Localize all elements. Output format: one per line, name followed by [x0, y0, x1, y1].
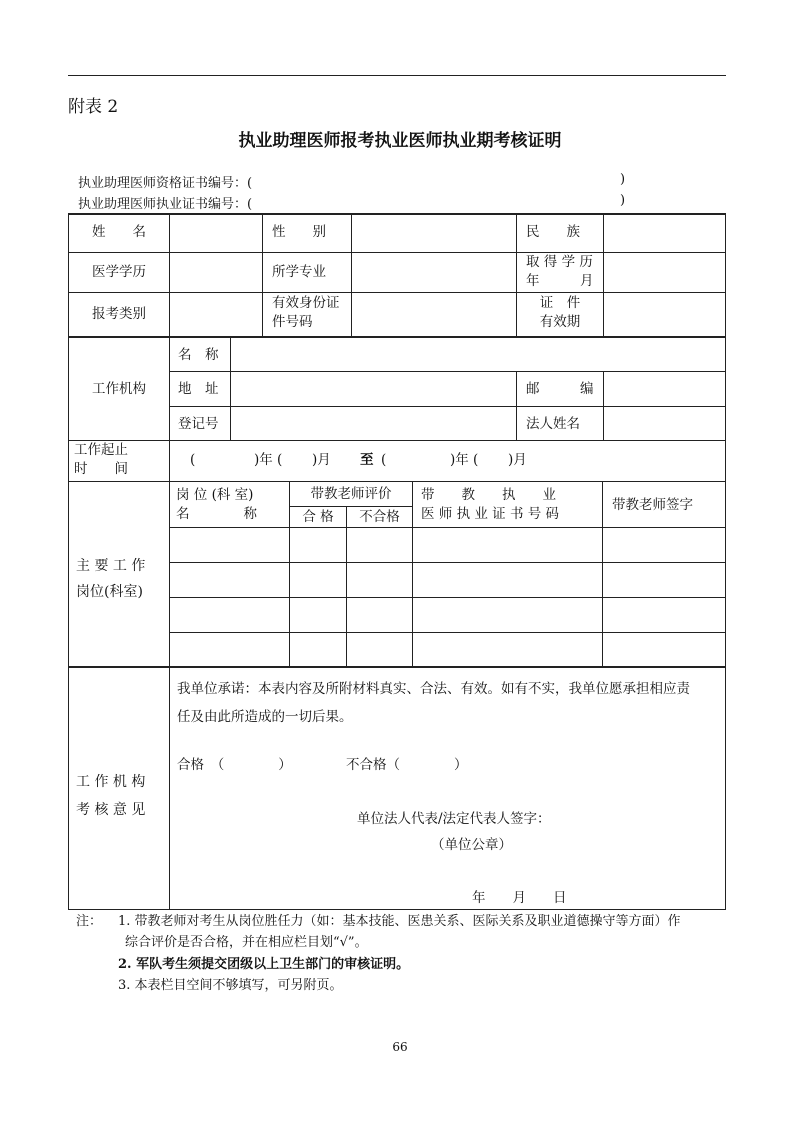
label-id-number-line1: 有效身份证 [272, 295, 340, 311]
label-teacher-cert-line2: 医 师 执 业 证 书 号 码 [421, 506, 560, 522]
fail-choice: 不合格（ ） [346, 757, 468, 773]
label-work-period [74, 441, 128, 479]
period-open-2: ( [381, 452, 387, 468]
label-org-name: 名 称 [178, 347, 219, 363]
practice-cert-label: 执业助理医师执业证书编号：( [78, 197, 253, 212]
label-teacher-cert-line1: 带 教 执 业 [421, 487, 556, 503]
label-name: 姓 名 [92, 224, 146, 240]
label-post-name-line1: 岗 位 (科 室) [176, 487, 254, 503]
note-1b: 综合评价是否合格，并在相应栏目划“√”。 [125, 935, 368, 950]
label-exam-type: 报考类别 [92, 306, 146, 322]
label-review [76, 768, 145, 824]
period-month-2: )月 [508, 452, 527, 468]
unit-seal: （单位公章） [431, 837, 512, 853]
top-rule [68, 75, 726, 76]
label-degree: 医学学历 [92, 264, 146, 280]
practice-cert-line [78, 193, 252, 212]
notes-label: 注： [76, 914, 103, 929]
period-to: 至 [360, 452, 374, 468]
label-main-post-line2: 岗位(科室) [76, 584, 143, 600]
note-1a: 1. 带教老师对考生从岗位胜任力（如：基本技能、医患关系、医际关系及职业道德操守等方面）作 [118, 914, 681, 929]
period-month-1: )月 [312, 452, 331, 468]
label-id-number-line2: 件号码 [272, 314, 313, 330]
label-ethnicity: 民 族 [526, 224, 580, 240]
period-open-1: ( [190, 452, 196, 468]
label-work-period-line1: 工作起止 [74, 442, 128, 458]
label-work-period-line2: 时 间 [74, 461, 128, 477]
label-org-address: 地 址 [178, 381, 219, 397]
promise-text [177, 675, 690, 731]
promise-line2: 任及由此所造成的一切后果。 [177, 709, 353, 725]
period-year-1: )年 ( [254, 452, 283, 468]
label-teacher-cert [421, 486, 559, 524]
practice-cert-close: ) [620, 193, 626, 208]
appendix-label: 附表 2 [68, 97, 119, 117]
label-reg-number: 登记号 [178, 416, 219, 432]
label-teacher-eval: 带教老师评价 [310, 486, 392, 502]
period-year-2: )年 ( [450, 452, 479, 468]
label-postcode: 邮 编 [526, 381, 594, 397]
label-degree-time [526, 253, 594, 291]
label-teacher-signature: 带教老师签字 [612, 497, 693, 513]
label-main-post [76, 553, 145, 605]
document-title: 执业助理医师报考执业医师执业期考核证明 [238, 131, 562, 151]
qualification-cert-line [78, 172, 252, 191]
promise-line1: 我单位承诺：本表内容及所附材料真实、合法、有效。如有不实，我单位愿承担相应责 [177, 681, 690, 697]
qualification-cert-close: ) [620, 172, 626, 187]
label-main-post-line1: 主 要 工 作 [76, 558, 146, 574]
label-post-name-line2: 名 称 [176, 506, 257, 522]
label-validity-line2: 有效期 [539, 314, 581, 330]
label-validity-line1: 证 件 [539, 295, 581, 311]
label-degree-time-line2: 年 月 [526, 273, 594, 289]
label-gender: 性 别 [272, 224, 326, 240]
qualification-cert-label: 执业助理医师资格证书编号：( [78, 176, 253, 191]
label-review-line1: 工 作 机 构 [76, 774, 146, 790]
label-major: 所学专业 [272, 264, 326, 280]
label-validity [517, 294, 603, 332]
label-pass: 合 格 [302, 509, 334, 525]
label-work-org: 工作机构 [92, 381, 146, 397]
page-number: 66 [392, 1040, 408, 1054]
legal-rep-signature: 单位法人代表/法定代表人签字： [357, 811, 551, 827]
review-date: 年 月 日 [472, 890, 567, 906]
label-fail: 不合格 [359, 509, 400, 525]
note-3: 3. 本表栏目空间不够填写，可另附页。 [118, 978, 343, 993]
label-degree-time-line1: 取 得 学 历 [526, 254, 593, 270]
label-id-number [272, 294, 340, 332]
label-review-line2: 考 核 意 见 [76, 802, 146, 818]
label-legal-name: 法人姓名 [526, 416, 580, 432]
label-post-name [176, 486, 257, 524]
pass-choice: 合格 （ ） [177, 757, 292, 773]
note-2: 2. 军队考生须提交团级以上卫生部门的审核证明。 [118, 957, 410, 972]
